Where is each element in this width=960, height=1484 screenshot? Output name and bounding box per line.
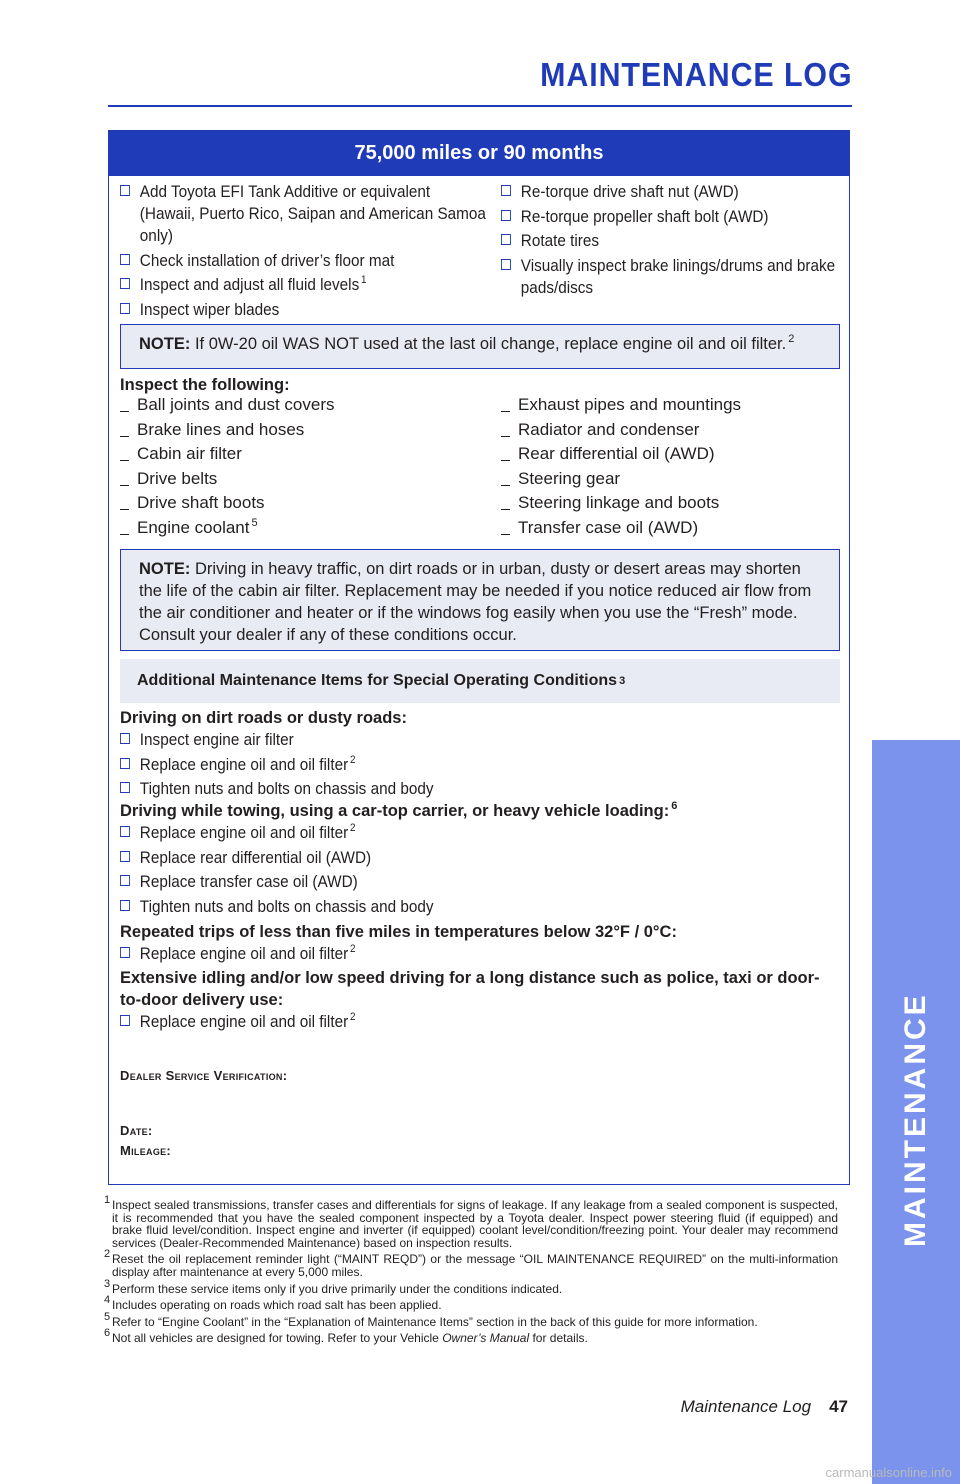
inspect-item: Steering gear (501, 468, 841, 490)
dealer-verification-label: Dealer Service Verification: (120, 1068, 288, 1083)
page-title: MAINTENANCE LOG (539, 56, 852, 93)
inspect-item: Cabin air filter (120, 443, 480, 465)
checklist-item: Re-torque propeller shaft bolt (AWD) (501, 206, 860, 228)
checkbox-icon[interactable] (501, 234, 511, 245)
checklist-item: Replace engine oil and oil filter $^2$ (120, 754, 859, 776)
checkbox-icon[interactable] (120, 303, 130, 314)
checkbox-icon[interactable] (120, 278, 130, 289)
checklist-item: Replace engine oil and oil filter $^2$ (120, 1011, 859, 1033)
note-text: Driving in heavy traffic, on dirt roads or in urban, dusty or desert areas may shorten the life of the cabin air filter. Replacement may be needed if you notice reduced air flow from the air conditioner and heater or if the windows fog easily when you use the “Fresh” mode. Consult your dealer if any of these conditions occur. (139, 560, 812, 644)
footnote-ref: 2 (349, 942, 356, 955)
inspect-item: Exhaust pipes and mountings (501, 394, 841, 416)
checkbox-icon[interactable] (120, 1015, 130, 1026)
note-oil (120, 324, 840, 369)
checkbox-icon[interactable] (120, 733, 130, 744)
footnote: 5 Refer to “Engine Coolant” in the “Explanation of Maintenance Items” section in the back of this guide for more information. (104, 1310, 758, 1329)
inspect-item: Drive belts (120, 468, 480, 490)
inspect-list-left (120, 394, 480, 541)
checklist-right (501, 181, 841, 301)
checkbox-icon[interactable] (120, 875, 130, 886)
footnote: 4 Includes operating on roads which road salt has been applied. (104, 1294, 442, 1313)
condition-heading: Driving while towing, using a car-top carrier, or heavy vehicle loading: $^6$ (120, 800, 678, 821)
inspect-heading: Inspect the following: (120, 376, 290, 394)
checkbox-icon[interactable] (120, 826, 130, 837)
note-cabin-filter (120, 549, 840, 651)
note-label: NOTE: (139, 335, 191, 353)
checklist-item: Replace transfer case oil (AWD) (120, 871, 859, 893)
checklist-item: Inspect engine air filter (120, 729, 859, 751)
footnote: 2 Reset the oil replacement reminder light (“MAINT REQD”) or the message “OIL MAINTENANCE REQUIRED” on the multi-information display after maintenance at every 5,000 miles. (104, 1248, 838, 1279)
watermark: carmanualsonline.info (825, 1465, 952, 1480)
checklist-item: Replace engine oil and oil filter $^2$ (120, 943, 859, 965)
inspect-item: Ball joints and dust covers (120, 394, 480, 416)
footnote-ref: 1 (361, 274, 367, 287)
inspect-item: Transfer case oil (AWD) (501, 517, 841, 539)
footnote-ref: 2 (349, 753, 356, 766)
checklist-item: Visually inspect brake linings/drums and brake pads/discs (501, 255, 860, 299)
footer-section-name: Maintenance Log (680, 1397, 812, 1416)
footnote: 3 Perform these service items only if you drive primarily under the conditions indicated. (104, 1277, 563, 1296)
side-tab-label: MAINTENANCE (899, 992, 932, 1248)
inspect-item: Steering linkage and boots (501, 492, 841, 514)
title-rule (108, 105, 852, 107)
checklist-item: Check installation of driver’s floor mat (120, 250, 489, 272)
checkbox-icon[interactable] (120, 758, 130, 769)
inspect-item: Drive shaft boots (120, 492, 480, 514)
inspect-item: Engine coolant $^5$ (120, 517, 480, 539)
interval-title: 75,000 miles or 90 months (109, 131, 849, 176)
checklist-left (120, 181, 486, 323)
date-label: Date: (120, 1123, 153, 1138)
footnote: 1 Inspect sealed transmissions, transfer cases and differentials for signs of leakage. If any leakage from a sealed component is suspected, it is recommended that you have the sealed component inspected by a Toyota dealer. Inspect power steering fluid (if equipped) and brake fluid level/condition. Inspect engine and inverter (if equipped) coolant level/condition/freezing point. Your dealer may recommend services (Dealer-Recommended Maintenance) based on inspection results. (104, 1194, 838, 1250)
checkbox-icon[interactable] (120, 900, 130, 911)
checklist-item: Rotate tires (501, 230, 860, 252)
checklist-item: Tighten nuts and bolts on chassis and body (120, 778, 859, 800)
checkbox-icon[interactable] (120, 947, 130, 958)
inspect-list-right (501, 394, 841, 541)
mileage-label: Mileage: (120, 1143, 172, 1158)
checklist-item: Add Toyota EFI Tank Additive or equivalent (Hawaii, Puerto Rico, Saipan and American Samoa only) (120, 181, 489, 247)
checkbox-icon[interactable] (120, 851, 130, 862)
maintenance-interval-box (108, 130, 850, 1185)
note-label: NOTE: (139, 560, 191, 578)
inspect-item: Rear differential oil (AWD) (501, 443, 841, 465)
footnote-ref: 5 (251, 516, 258, 529)
checkbox-icon[interactable] (501, 259, 511, 270)
footnote-ref: 2 (349, 1011, 356, 1024)
checklist-item: Inspect and adjust all fluid levels $^1$ (120, 274, 489, 296)
condition-heading: Repeated trips of less than five miles in temperatures below 32°F / 0°C: (120, 922, 677, 941)
checklist-item: Re-torque drive shaft nut (AWD) (501, 181, 860, 203)
footnote-ref: 2 (349, 822, 356, 835)
inspect-item: Radiator and condenser (501, 419, 841, 441)
checkbox-icon[interactable] (120, 782, 130, 793)
checkbox-icon[interactable] (501, 185, 511, 196)
footnote-ref: 2 (788, 333, 795, 345)
inspect-item: Brake lines and hoses (120, 419, 480, 441)
checkbox-icon[interactable] (501, 210, 511, 221)
footnote-ref: 6 (671, 800, 678, 813)
note-text: If 0W-20 oil WAS NOT used at the last oil change, replace engine oil and oil filter. (194, 335, 787, 353)
footnotes (104, 1194, 838, 1349)
checklist-item: Replace engine oil and oil filter $^2$ (120, 822, 859, 844)
checkbox-icon[interactable] (120, 254, 130, 265)
checklist-item: Replace rear differential oil (AWD) (120, 847, 859, 869)
special-conditions-title: Additional Maintenance Items for Special Operating Conditions 3 (120, 659, 840, 703)
page-footer (681, 1397, 848, 1417)
condition-heading: Driving on dirt roads or dusty roads: (120, 709, 407, 727)
special-conditions-list (120, 707, 840, 1036)
checklist-item: Tighten nuts and bolts on chassis and body (120, 896, 859, 918)
checklist-item: Inspect wiper blades (120, 299, 489, 321)
footnote: 6 Not all vehicles are designed for towing. Refer to your Vehicle Owner’s Manual for details. (104, 1327, 588, 1346)
checkbox-icon[interactable] (120, 185, 130, 196)
page-number: 47 (829, 1397, 848, 1416)
condition-heading: Extensive idling and/or low speed driving for a long distance such as police, taxi or door-to-door delivery use: (120, 969, 820, 1010)
